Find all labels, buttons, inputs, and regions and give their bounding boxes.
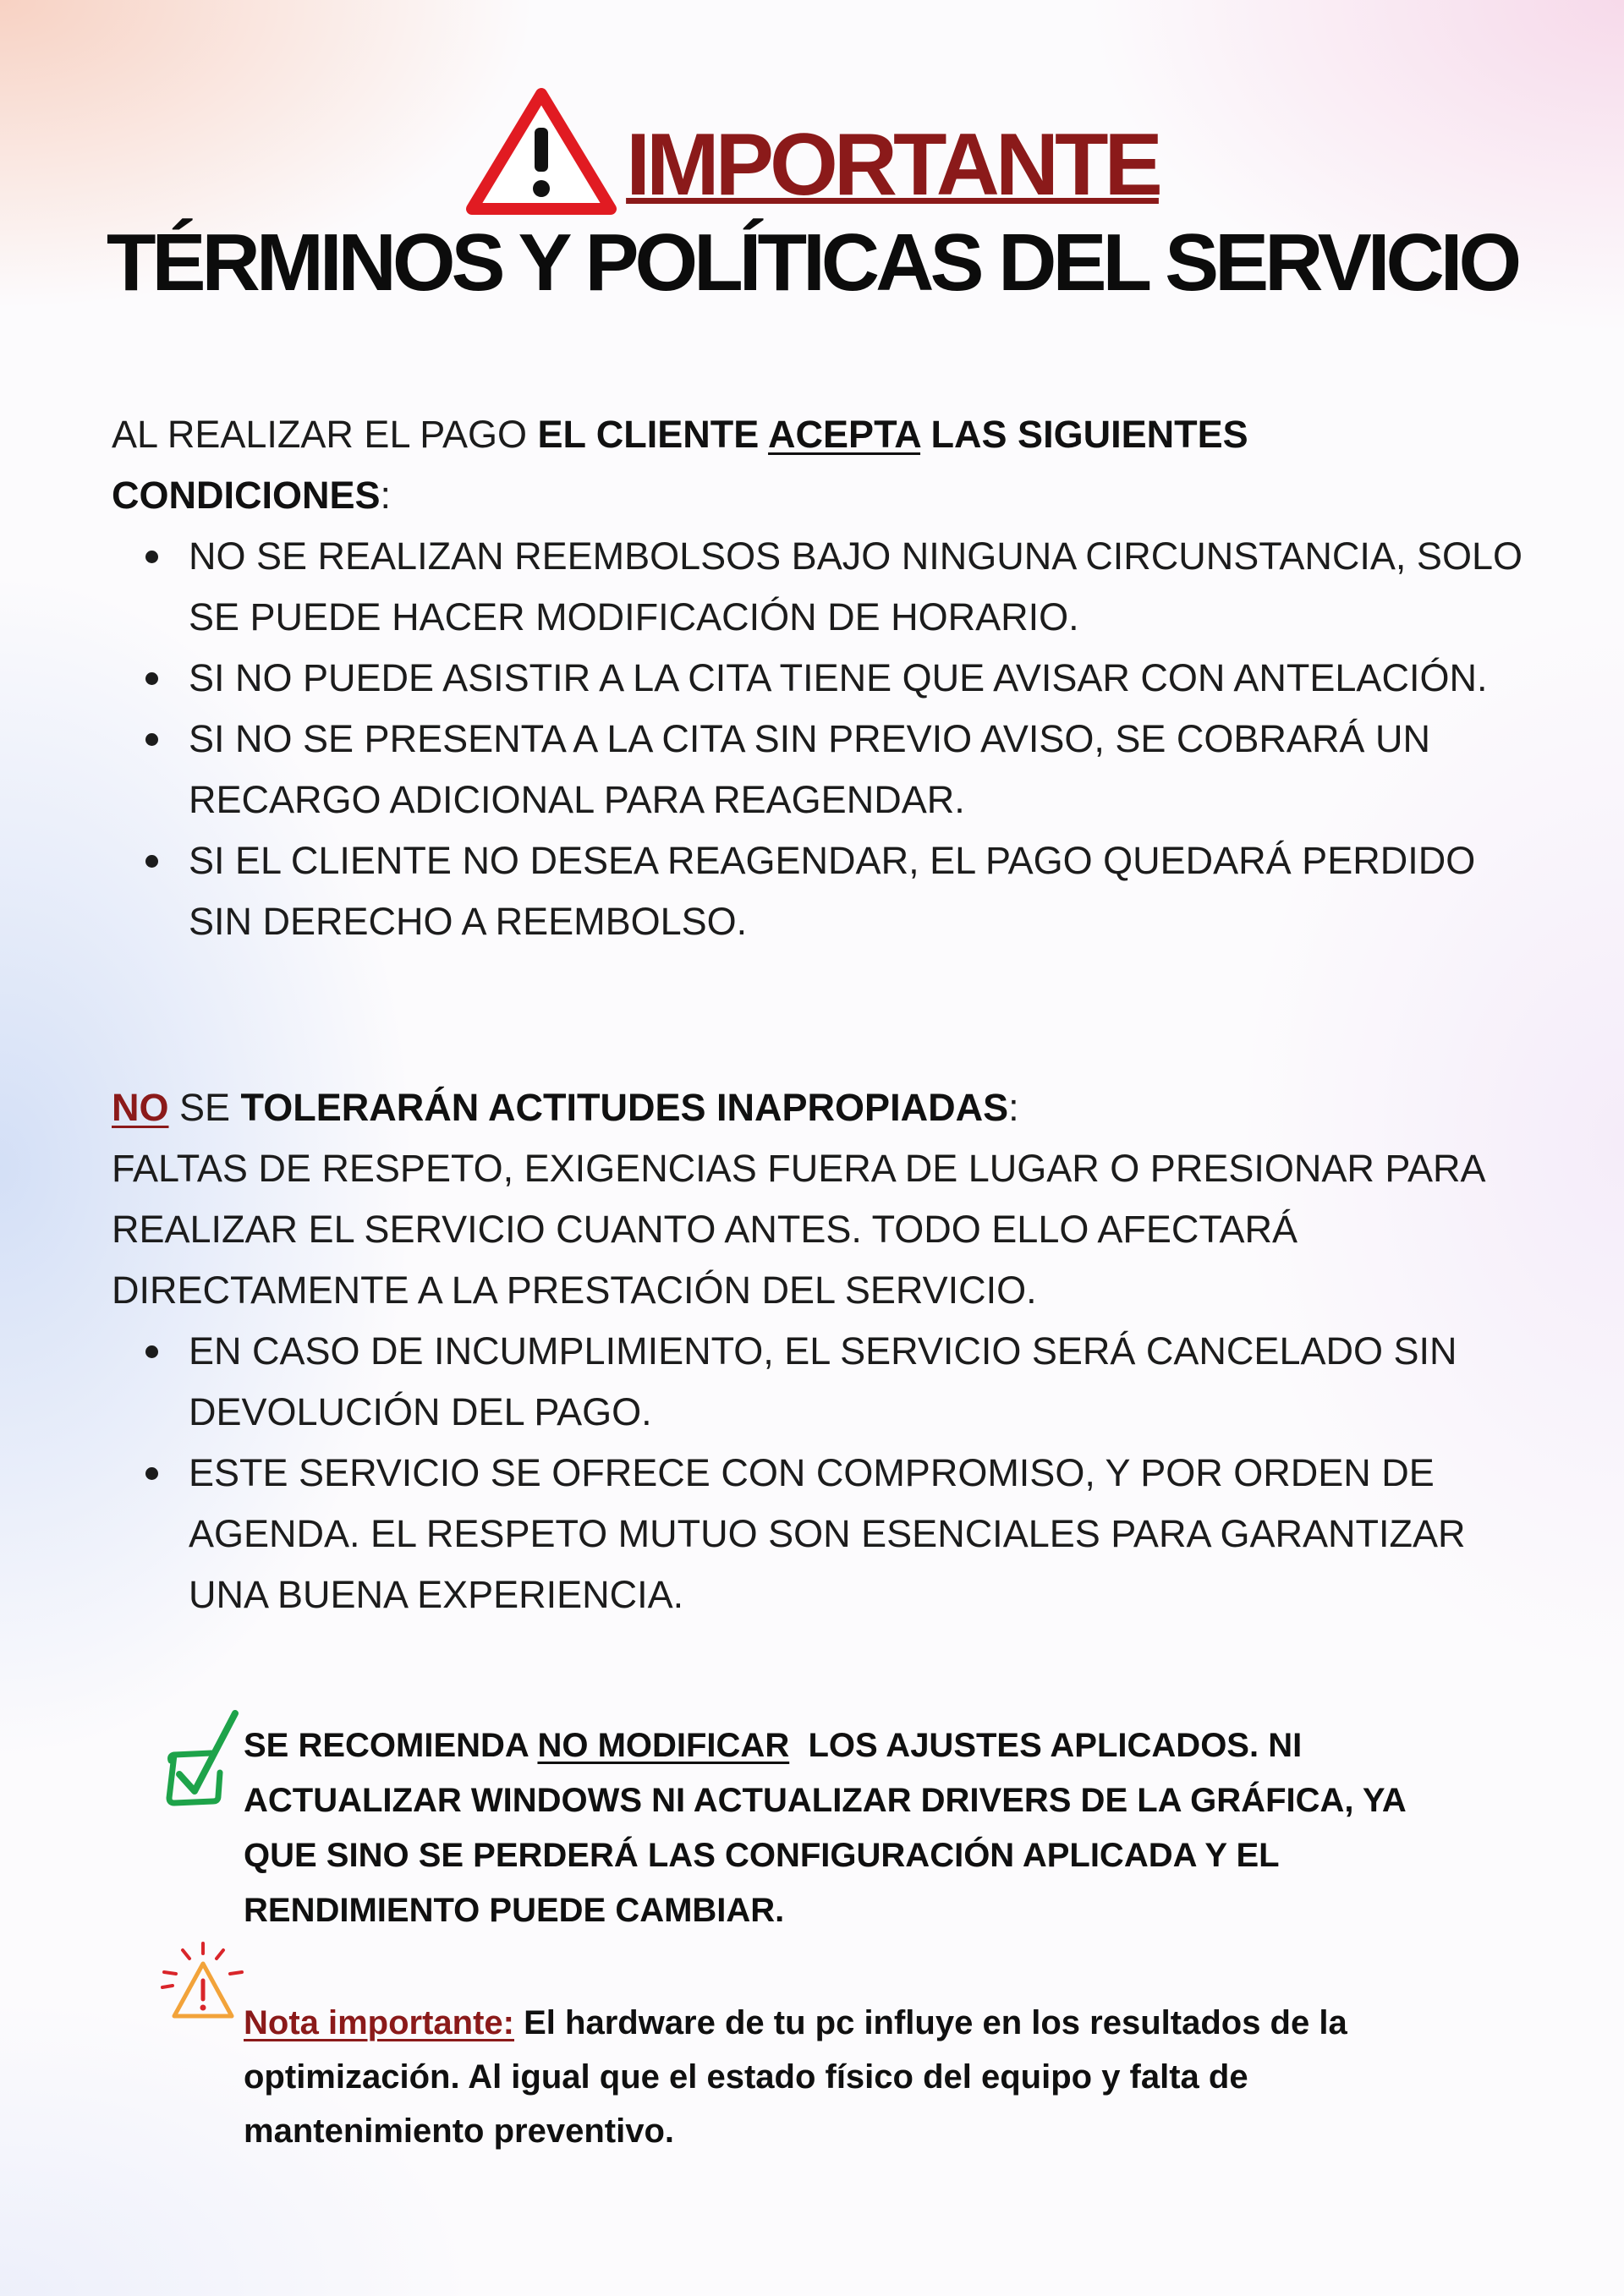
note-label: Nota importante: [244,2004,514,2041]
page-title: TÉRMINOS Y POLÍTICAS DEL SERVICIO [106,217,1518,308]
important-banner [0,80,1624,216]
recommendation-text: SE RECOMIENDA NO MODIFICAR LOS AJUSTES APLICADOS. NI ACTUALIZAR WINDOWS NI ACTUALIZAR DRIVERS DE LA GRÁFICA, YA QUE SINO SE PERDERÁ LAS CONFIGURACIÓN APLICADA Y EL RENDIMIENTO PUEDE CAMBIAR. [244,1727,1415,1929]
conditions-section [112,404,1533,952]
list-item: SI NO SE PRESENTA A LA CITA SIN PREVIO AVISO, SE COBRARÁ UN RECARGO ADICIONAL PARA REAGENDAR. [112,709,1533,830]
checkmark-box-icon [159,1707,244,1815]
warning-triangle-icon [465,87,617,216]
note-text: El hardware de tu pc influye en los resultados de la optimización. Al igual que el estado físico del equipo y falta de mantenimiento preventivo. [244,2004,1347,2150]
alert-triangle-icon [157,1938,249,2023]
list-item: ESTE SERVICIO SE OFRECE CON COMPROMISO, Y POR ORDEN DE AGENDA. EL RESPETO MUTUO SON ESENCIALES PARA GARANTIZAR UNA BUENA EXPERIENCIA. [112,1443,1533,1625]
list-item: SI EL CLIENTE NO DESEA REAGENDAR, EL PAGO QUEDARÁ PERDIDO SIN DERECHO A REEMBOLSO. [112,830,1533,952]
conditions-list [112,526,1533,952]
no-emphasis: NO [112,1086,169,1129]
no-modify-emphasis: NO MODIFICAR [537,1727,790,1764]
attitudes-section [112,1077,1533,1625]
conditions-intro: AL REALIZAR EL PAGO EL CLIENTE ACEPTA LAS SIGUIENTES CONDICIONES: [112,413,1248,517]
attitudes-paragraph: FALTAS DE RESPETO, EXIGENCIAS FUERA DE LUGAR O PRESIONAR PARA REALIZAR EL SERVICIO CUANTO ANTES. TODO ELLO AFECTARÁ DIRECTAMENTE A LA PRESTACIÓN DEL SERVICIO. [112,1147,1484,1312]
list-item: SI NO PUEDE ASISTIR A LA CITA TIENE QUE AVISAR CON ANTELACIÓN. [112,648,1533,709]
list-item: NO SE REALIZAN REEMBOLSOS BAJO NINGUNA CIRCUNSTANCIA, SOLO SE PUEDE HACER MODIFICACIÓN DE HORARIO. [112,526,1533,648]
important-note [244,1996,1487,2158]
accepts-emphasis: ACEPTA [768,413,921,456]
important-label: IMPORTANTE [626,116,1159,214]
attitudes-heading: NO SE TOLERARÁN ACTITUDES INAPROPIADAS: [112,1086,1019,1129]
attitudes-list [112,1321,1533,1625]
document-header [0,80,1624,306]
list-item: EN CASO DE INCUMPLIMIENTO, EL SERVICIO SERÁ CANCELADO SIN DEVOLUCIÓN DEL PAGO. [112,1321,1533,1443]
